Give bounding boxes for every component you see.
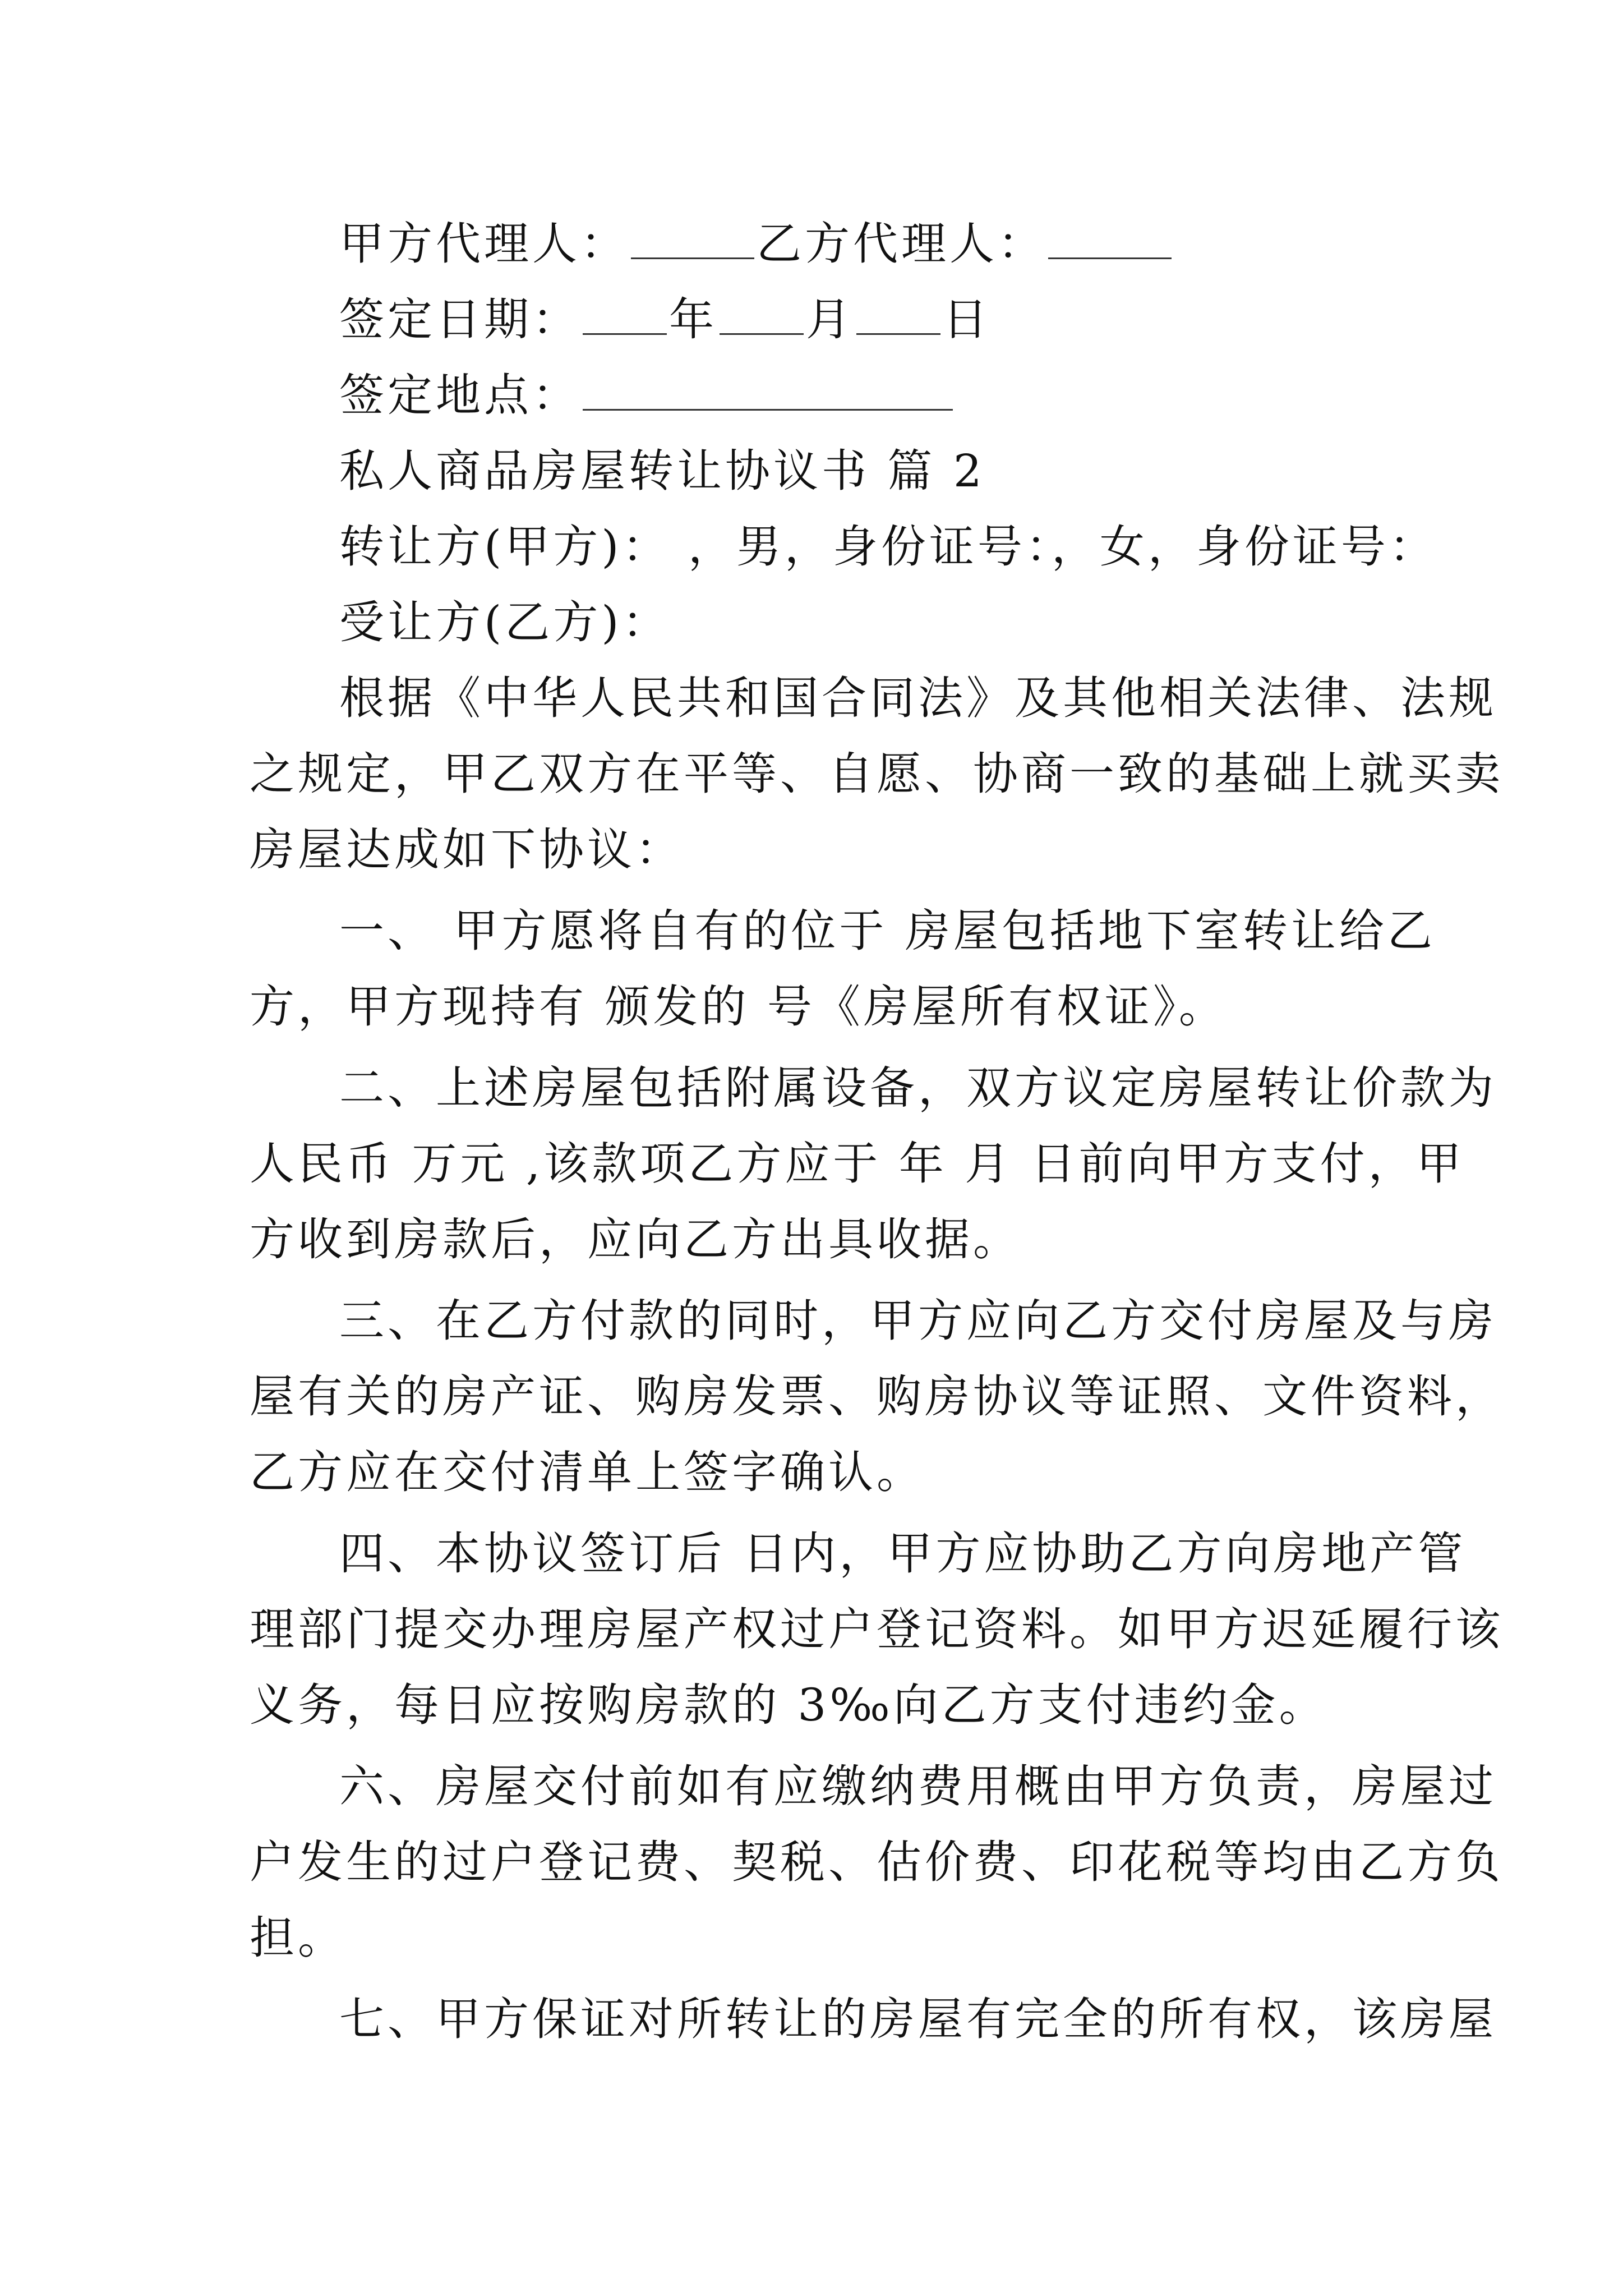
sign-date-line	[339, 292, 991, 348]
sign-place-line	[339, 367, 955, 424]
month-label: 月	[806, 293, 854, 346]
clause4-line-1: 四、本协议签订后 日内，甲方应协助乙方向房地产管	[339, 1527, 1467, 1580]
year-label: 年	[669, 293, 717, 346]
clause1-line-1: 一、 甲方愿将自有的位于 房屋包括地下室转让给乙	[339, 905, 1436, 957]
day-label: 日	[943, 293, 991, 346]
clause3-line-1: 三、在乙方付款的同时，甲方应向乙方交付房屋及与房	[339, 1295, 1497, 1347]
preamble-line-2: 之规定，甲乙双方在平等、自愿、协商一致的基础上就买卖	[250, 748, 1504, 800]
clause1-line-2: 方，甲方现持有 颁发的 号《房屋所有权证》。	[250, 981, 1227, 1033]
clause2-line-3: 方收到房款后，应向乙方出具收据。	[250, 1213, 1021, 1266]
party-a-agent-blank	[631, 222, 754, 259]
clause3-line-2: 屋有关的房产证、购房发票、购房协议等证照、文件资料，	[250, 1370, 1504, 1423]
sign-place-label: 签定地点：	[339, 369, 580, 421]
year-blank	[583, 297, 667, 335]
clause4-line-2: 理部门提交办理房屋产权过户登记资料。如甲方迟延履行该	[250, 1603, 1504, 1655]
preamble-line-3: 房屋达成如下协议：	[250, 823, 684, 876]
document-title: 私人商品房屋转让协议书 篇 2	[339, 445, 985, 497]
clause7-line-1: 七、甲方保证对所转让的房屋有完全的所有权，该房屋	[339, 1993, 1497, 2045]
month-blank	[720, 297, 804, 335]
party-b-agent-label: 乙方代理人：	[757, 218, 1046, 270]
agent-line	[339, 216, 1174, 272]
clause2-line-2: 人民币 万元 ,该款项乙方应于 年 月 日前向甲方支付，甲	[250, 1138, 1465, 1190]
clause4-line-3: 义务，每日应按购房款的 3‰向乙方支付违约金。	[250, 1679, 1327, 1731]
clause3-line-3: 乙方应在交付清单上签字确认。	[250, 1446, 925, 1498]
sign-date-label: 签定日期：	[339, 293, 580, 346]
party-b-agent-blank	[1048, 222, 1172, 259]
preamble-line-1: 根据《中华人民共和国合同法》及其他相关法律、法规	[339, 672, 1497, 724]
clause6-line-1: 六、房屋交付前如有应缴纳费用概由甲方负责，房屋过	[339, 1760, 1497, 1812]
day-blank	[856, 297, 940, 335]
clause2-line-1: 二、上述房屋包括附属设备，双方议定房屋转让价款为	[339, 1062, 1497, 1114]
transferee-line: 受让方(乙方)：	[339, 596, 671, 648]
sign-place-blank	[583, 373, 953, 411]
party-a-agent-label: 甲方代理人：	[339, 218, 629, 270]
clause6-line-2: 户发生的过户登记费、契税、估价费、印花税等均由乙方负	[250, 1836, 1504, 1888]
clause6-line-3: 担。	[250, 1912, 346, 1964]
transferor-line: 转让方(甲方)： ，男，身份证号：，女，身份证号：	[339, 521, 1437, 573]
